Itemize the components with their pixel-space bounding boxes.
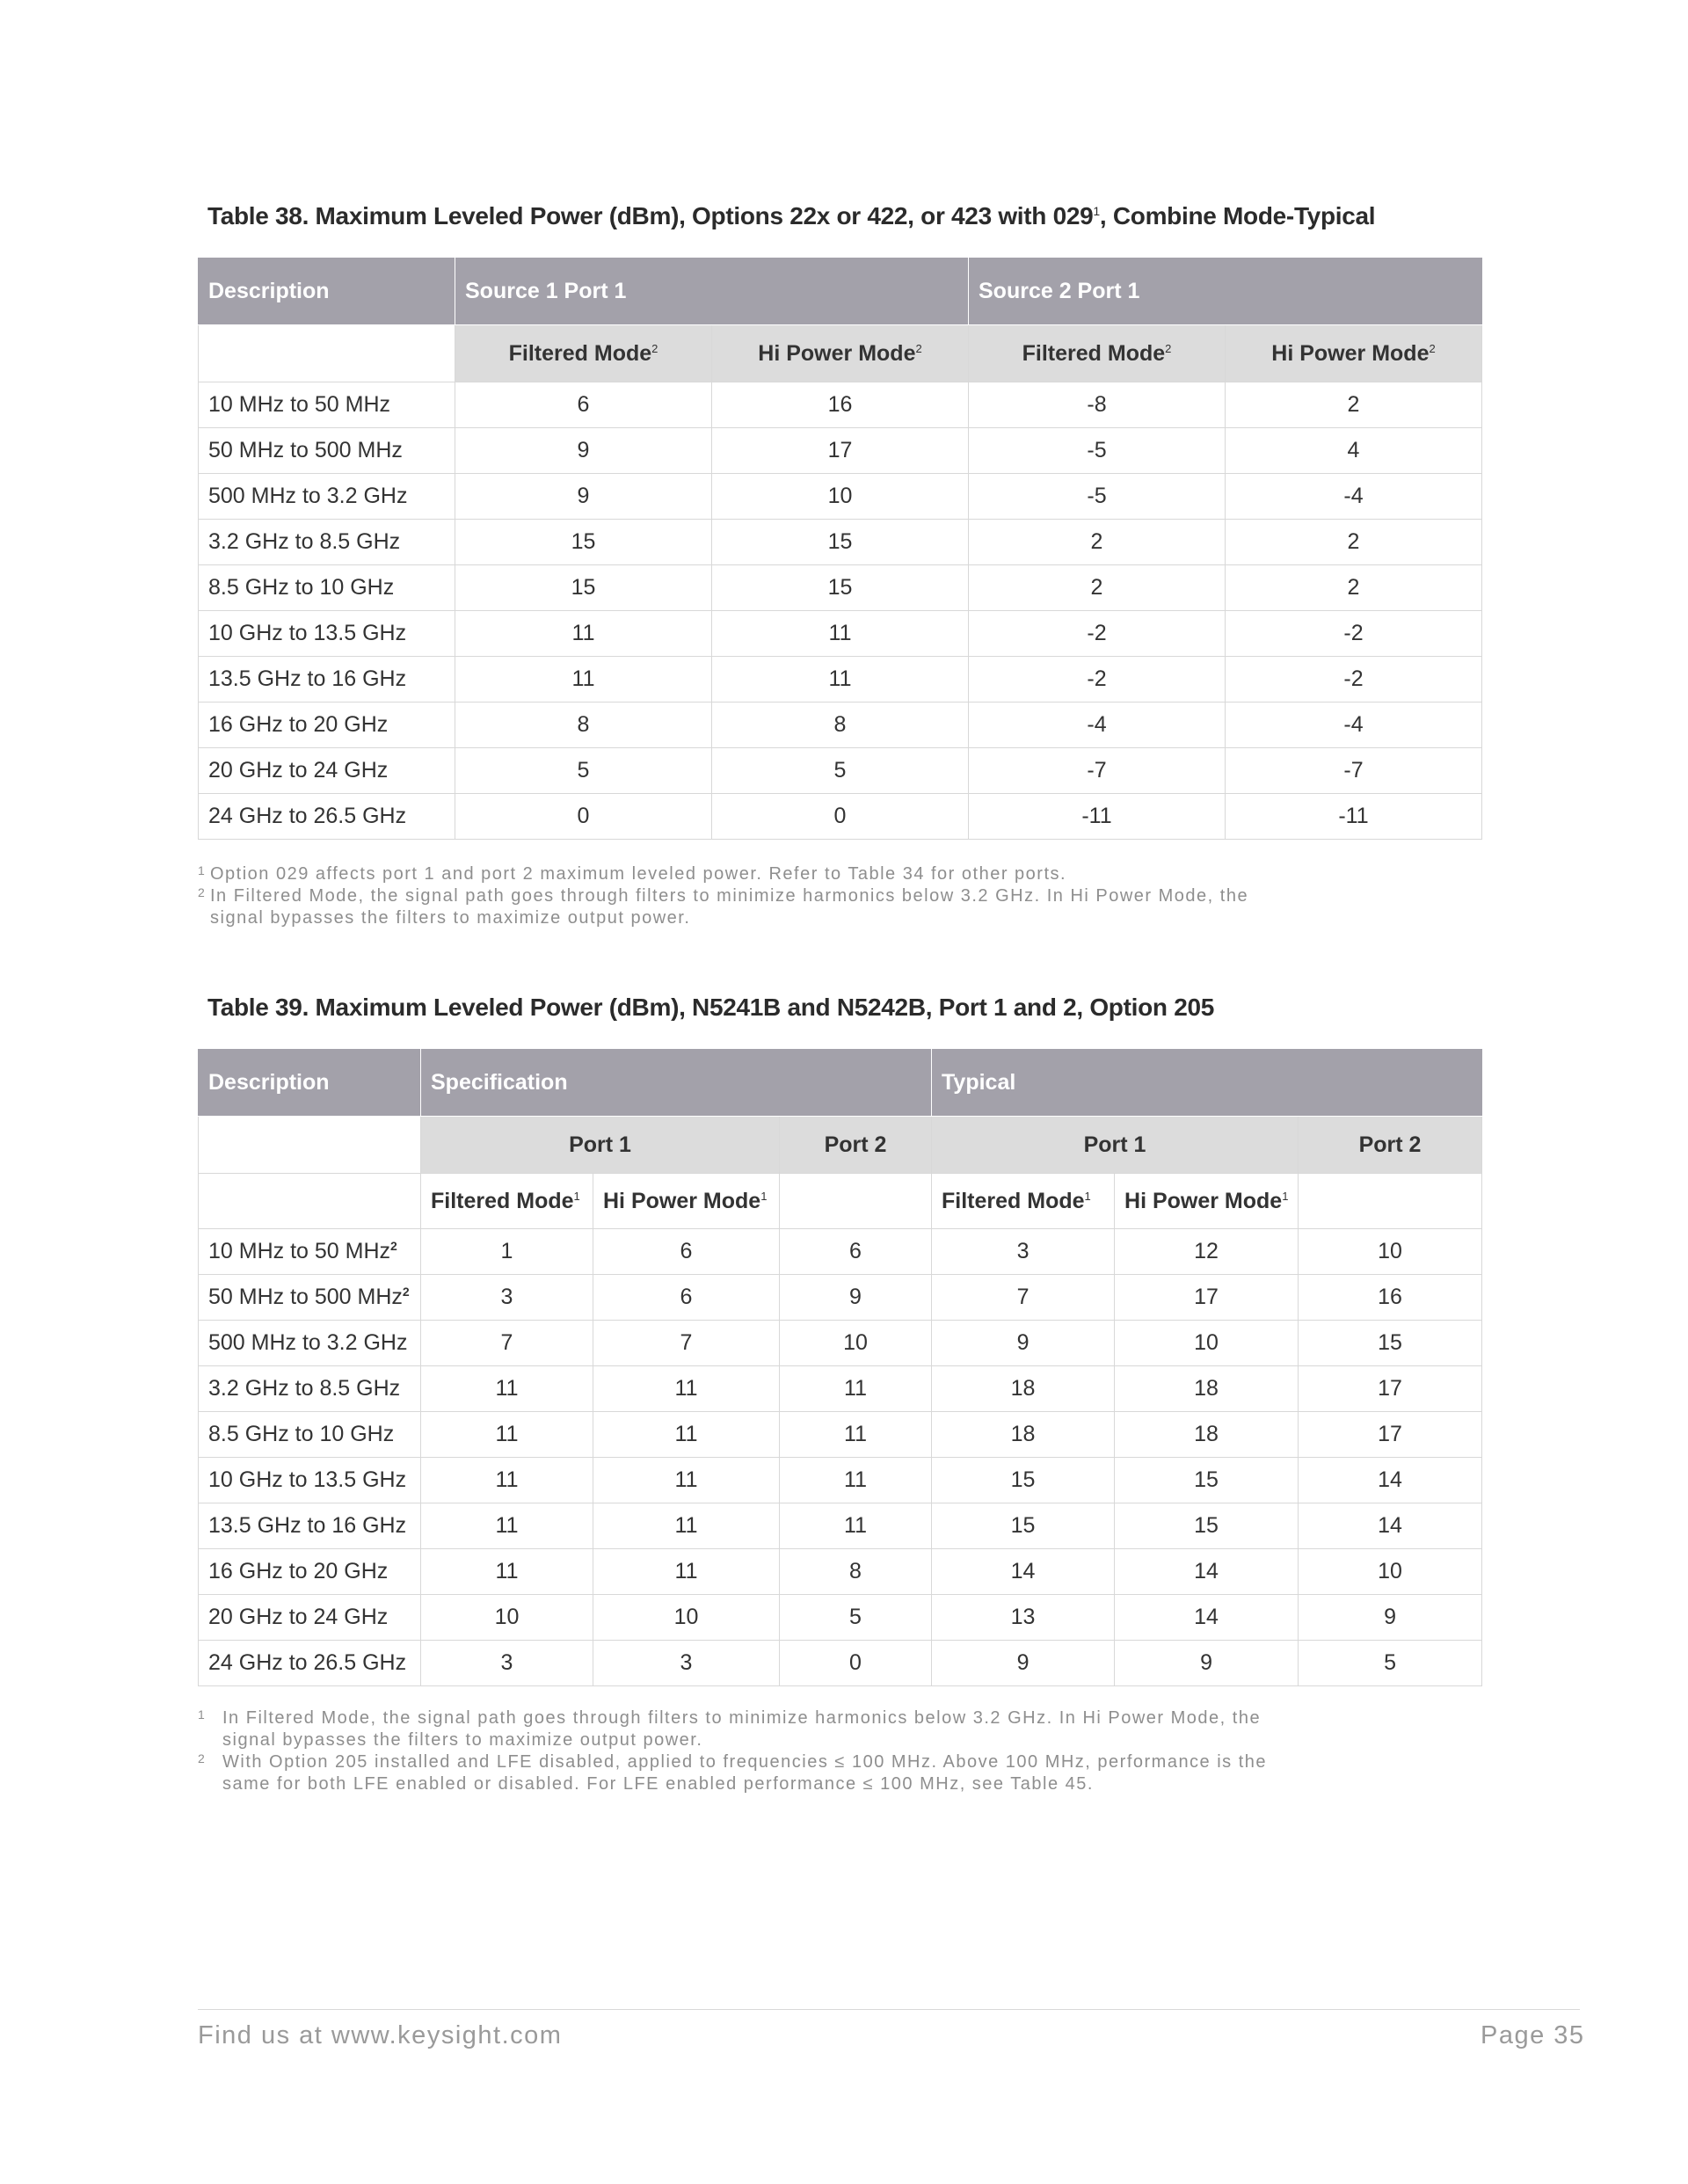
value-cell: 15	[1115, 1458, 1299, 1503]
table-row	[199, 1412, 1482, 1458]
footer-divider	[198, 2009, 1580, 2010]
value-cell: 10	[421, 1595, 593, 1641]
value-cell: 16	[1299, 1275, 1482, 1321]
value-cell: -4	[1226, 474, 1482, 520]
value-cell: 10	[712, 474, 969, 520]
row-description-text: 13.5 GHz to 16 GHz	[208, 1513, 407, 1538]
value-cell: 2	[1226, 565, 1482, 611]
table-39-spec-port1: Port 1	[421, 1117, 780, 1174]
row-description-text: 16 GHz to 20 GHz	[208, 1559, 389, 1583]
value-cell: 11	[421, 1366, 593, 1412]
value-cell: -5	[969, 474, 1226, 520]
table-row	[199, 1641, 1482, 1686]
value-cell: 17	[1299, 1412, 1482, 1458]
table-38-header-source1: Source 1 Port 1	[455, 258, 969, 325]
value-cell: 9	[932, 1321, 1115, 1366]
value-cell: 11	[455, 657, 712, 703]
value-cell: 11	[593, 1412, 780, 1458]
footnote	[198, 863, 1248, 885]
footnote-mark: 2	[1165, 341, 1172, 355]
footer-page-number: Page 35	[1481, 2021, 1585, 2049]
value-cell: 18	[932, 1366, 1115, 1412]
row-description	[199, 1641, 421, 1686]
value-cell: -2	[1226, 657, 1482, 703]
row-description-text: 3.2 GHz to 8.5 GHz	[208, 1376, 401, 1401]
value-cell: 15	[1115, 1503, 1299, 1549]
value-cell: 11	[421, 1412, 593, 1458]
subheader-label: Filtered Mode	[508, 340, 652, 366]
value-cell: -11	[1226, 794, 1482, 840]
value-cell: 3	[421, 1275, 593, 1321]
footnote-text: signal bypasses the filters to maximize output power.	[222, 1730, 703, 1750]
row-description: 10 MHz to 50 MHz	[199, 382, 455, 428]
value-cell: 8	[455, 703, 712, 748]
table-39-title: Table 39. Maximum Leveled Power (dBm), N5241B and N5242B, Port 1 and 2, Option 205	[207, 994, 1215, 1021]
value-cell: 15	[932, 1503, 1115, 1549]
value-cell: 7	[932, 1275, 1115, 1321]
footnote-mark: 2	[915, 341, 922, 355]
table-39-header-row	[199, 1050, 1482, 1117]
row-description: 3.2 GHz to 8.5 GHz	[199, 520, 455, 565]
value-cell: 11	[421, 1503, 593, 1549]
value-cell: 11	[780, 1412, 932, 1458]
mode-label: Filtered Mode	[431, 1188, 574, 1213]
mode-label: Hi Power Mode	[1124, 1188, 1283, 1213]
value-cell: 3	[932, 1229, 1115, 1275]
table-38-subheader-cell	[712, 325, 969, 382]
value-cell: 17	[1115, 1275, 1299, 1321]
table-row	[199, 794, 1482, 840]
value-cell: -4	[1226, 703, 1482, 748]
value-cell: 9	[932, 1641, 1115, 1686]
table-row	[199, 1503, 1482, 1549]
table-39-header-typical: Typical	[932, 1050, 1482, 1117]
value-cell: 11	[593, 1503, 780, 1549]
value-cell: 15	[1299, 1321, 1482, 1366]
value-cell: 9	[455, 474, 712, 520]
value-cell: 6	[455, 382, 712, 428]
row-description-text: 10 MHz to 50 MHz	[208, 1239, 391, 1263]
table-row	[199, 1275, 1482, 1321]
value-cell: 5	[1299, 1641, 1482, 1686]
table-row	[199, 1366, 1482, 1412]
value-cell: -11	[969, 794, 1226, 840]
value-cell: 9	[1115, 1641, 1299, 1686]
row-description: 20 GHz to 24 GHz	[199, 748, 455, 794]
footnote-mark: 1	[1282, 1189, 1289, 1203]
table-39-mode-cell	[421, 1174, 593, 1229]
value-cell: 11	[780, 1458, 932, 1503]
value-cell: 2	[1226, 382, 1482, 428]
row-description-text: 24 GHz to 26.5 GHz	[208, 1650, 407, 1675]
value-cell: 10	[593, 1595, 780, 1641]
value-cell: 11	[712, 611, 969, 657]
table-row	[199, 474, 1482, 520]
value-cell: 11	[421, 1549, 593, 1595]
value-cell: 15	[455, 565, 712, 611]
table-39-typ-port2: Port 2	[1299, 1117, 1482, 1174]
value-cell: 5	[712, 748, 969, 794]
table-row	[199, 1549, 1482, 1595]
value-cell: 3	[421, 1641, 593, 1686]
table-39-port-empty	[199, 1117, 421, 1174]
value-cell: 15	[455, 520, 712, 565]
table-39-header-description: Description	[199, 1050, 421, 1117]
row-description	[199, 1366, 421, 1412]
footnote-mark: 1	[198, 863, 207, 877]
table-row	[199, 520, 1482, 565]
value-cell: -8	[969, 382, 1226, 428]
value-cell: 7	[421, 1321, 593, 1366]
table-row	[199, 565, 1482, 611]
value-cell: 13	[932, 1595, 1115, 1641]
table-39-mode-cell	[1115, 1174, 1299, 1229]
value-cell: -4	[969, 703, 1226, 748]
value-cell: 4	[1226, 428, 1482, 474]
value-cell: 14	[932, 1549, 1115, 1595]
table-row	[199, 428, 1482, 474]
value-cell: 15	[932, 1458, 1115, 1503]
row-description	[199, 1412, 421, 1458]
table-row	[199, 1229, 1482, 1275]
value-cell: 10	[1299, 1229, 1482, 1275]
row-description	[199, 1503, 421, 1549]
row-description-text: 20 GHz to 24 GHz	[208, 1605, 389, 1629]
table-38-title-end: , Combine Mode-Typical	[1099, 202, 1376, 229]
value-cell: 7	[593, 1321, 780, 1366]
row-description: 50 MHz to 500 MHz	[199, 428, 455, 474]
value-cell: 6	[593, 1275, 780, 1321]
value-cell: 14	[1299, 1458, 1482, 1503]
footnote-mark: 2	[402, 1285, 410, 1299]
value-cell: 6	[780, 1229, 932, 1275]
table-39-mode-cell	[593, 1174, 780, 1229]
value-cell: 2	[1226, 520, 1482, 565]
table-39-mode-empty	[1299, 1174, 1482, 1229]
table-39	[198, 1049, 1482, 1686]
value-cell: 14	[1115, 1549, 1299, 1595]
table-row	[199, 657, 1482, 703]
value-cell: 12	[1115, 1229, 1299, 1275]
row-description	[199, 1549, 421, 1595]
value-cell: 10	[1115, 1321, 1299, 1366]
row-description	[199, 1229, 421, 1275]
table-39-mode-empty	[199, 1174, 421, 1229]
value-cell: 17	[1299, 1366, 1482, 1412]
table-38-body	[199, 382, 1482, 840]
row-description	[199, 1275, 421, 1321]
value-cell: 0	[712, 794, 969, 840]
value-cell: 15	[712, 565, 969, 611]
value-cell: 17	[712, 428, 969, 474]
value-cell: -2	[969, 657, 1226, 703]
row-description-text: 8.5 GHz to 10 GHz	[208, 1422, 395, 1446]
value-cell: 5	[780, 1595, 932, 1641]
row-description: 8.5 GHz to 10 GHz	[199, 565, 455, 611]
footnote-mark: 2	[651, 341, 658, 355]
value-cell: -2	[1226, 611, 1482, 657]
value-cell: -7	[969, 748, 1226, 794]
value-cell: 11	[593, 1366, 780, 1412]
row-description	[199, 1595, 421, 1641]
table-row	[199, 1458, 1482, 1503]
table-row	[199, 382, 1482, 428]
footnote-text: With Option 205 installed and LFE disabled, applied to frequencies ≤ 100 MHz. Above 100 MHz, performance is the	[222, 1752, 1268, 1772]
table-38-subheader-empty	[199, 325, 455, 382]
value-cell: 10	[1299, 1549, 1482, 1595]
value-cell: 11	[593, 1549, 780, 1595]
row-description: 13.5 GHz to 16 GHz	[199, 657, 455, 703]
value-cell: 6	[593, 1229, 780, 1275]
value-cell: 11	[712, 657, 969, 703]
value-cell: -5	[969, 428, 1226, 474]
table-39-mode-cell	[932, 1174, 1115, 1229]
row-description: 16 GHz to 20 GHz	[199, 703, 455, 748]
table-row	[199, 1321, 1482, 1366]
value-cell: 14	[1115, 1595, 1299, 1641]
table-38-header-description: Description	[199, 258, 455, 325]
footnote	[198, 885, 1248, 929]
footnote-mark: 2	[198, 885, 207, 899]
table-38-subheader-cell	[969, 325, 1226, 382]
value-cell: 5	[455, 748, 712, 794]
row-description: 500 MHz to 3.2 GHz	[199, 474, 455, 520]
row-description	[199, 1321, 421, 1366]
mode-label: Filtered Mode	[942, 1188, 1085, 1213]
footnote-text: In Filtered Mode, the signal path goes through filters to minimize harmonics below 3.2 GHz. In Hi Power Mode, the	[222, 1708, 1262, 1728]
row-description-text: 500 MHz to 3.2 GHz	[208, 1330, 408, 1355]
footnote	[198, 1707, 1267, 1751]
value-cell: 11	[455, 611, 712, 657]
table-39-mode-empty	[780, 1174, 932, 1229]
subheader-label: Hi Power Mode	[758, 340, 916, 366]
table-38-header-source2: Source 2 Port 1	[969, 258, 1482, 325]
subheader-label: Hi Power Mode	[1271, 340, 1430, 366]
value-cell: 2	[969, 520, 1226, 565]
table-38-subheader-cell	[1226, 325, 1482, 382]
value-cell: 11	[593, 1458, 780, 1503]
value-cell: 11	[780, 1503, 932, 1549]
table-39-body	[199, 1229, 1482, 1686]
footnote-mark: 1	[1084, 1189, 1091, 1203]
footnote-mark: 2	[198, 1751, 207, 1765]
footnote	[198, 1751, 1267, 1795]
value-cell: 15	[712, 520, 969, 565]
value-cell: 3	[593, 1641, 780, 1686]
table-39-spec-port2: Port 2	[780, 1117, 932, 1174]
value-cell: -2	[969, 611, 1226, 657]
value-cell: 18	[932, 1412, 1115, 1458]
value-cell: 9	[455, 428, 712, 474]
value-cell: 9	[1299, 1595, 1482, 1641]
footnote-text: Option 029 affects port 1 and port 2 maximum leveled power. Refer to Table 34 for other ports.	[210, 864, 1067, 884]
table-38-title-text: Table 38. Maximum Leveled Power (dBm), Options 22x or 422, or 423 with 029	[207, 202, 1094, 229]
table-row	[199, 1595, 1482, 1641]
footnote-text: signal bypasses the filters to maximize output power.	[210, 908, 691, 928]
table-38-notes	[198, 863, 1248, 929]
table-38	[198, 258, 1482, 840]
footer-website-link[interactable]: Find us at www.keysight.com	[198, 2021, 563, 2049]
row-description: 24 GHz to 26.5 GHz	[199, 794, 455, 840]
value-cell: 8	[780, 1549, 932, 1595]
value-cell: 2	[969, 565, 1226, 611]
value-cell: 0	[780, 1641, 932, 1686]
value-cell: 16	[712, 382, 969, 428]
footnote-mark: 1	[760, 1189, 768, 1203]
table-row	[199, 611, 1482, 657]
subheader-label: Filtered Mode	[1022, 340, 1166, 366]
footnote-text: same for both LFE enabled or disabled. For LFE enabled performance ≤ 100 MHz, see Table 45.	[222, 1774, 1094, 1794]
table-38-title-footnote-mark: 1	[1093, 204, 1100, 218]
table-row	[199, 703, 1482, 748]
footnote-mark: 1	[198, 1707, 207, 1722]
value-cell: 18	[1115, 1412, 1299, 1458]
value-cell: 14	[1299, 1503, 1482, 1549]
footnote-mark: 2	[1429, 341, 1436, 355]
row-description	[199, 1458, 421, 1503]
row-description-text: 50 MHz to 500 MHz	[208, 1285, 403, 1309]
value-cell: -7	[1226, 748, 1482, 794]
table-38-subheader-row	[199, 325, 1482, 382]
value-cell: 8	[712, 703, 969, 748]
value-cell: 18	[1115, 1366, 1299, 1412]
footnote-mark: 1	[573, 1189, 580, 1203]
footnote-mark: 2	[390, 1239, 397, 1253]
table-38-header-row	[199, 258, 1482, 325]
table-39-port-row	[199, 1117, 1482, 1174]
table-row	[199, 748, 1482, 794]
table-38-subheader-cell	[455, 325, 712, 382]
table-39-typ-port1: Port 1	[932, 1117, 1299, 1174]
value-cell: 11	[421, 1458, 593, 1503]
row-description-text: 10 GHz to 13.5 GHz	[208, 1467, 407, 1492]
table-39-notes	[198, 1707, 1267, 1795]
footnote-text: In Filtered Mode, the signal path goes through filters to minimize harmonics below 3.2 GHz. In Hi Power Mode, the	[210, 886, 1249, 906]
row-description: 10 GHz to 13.5 GHz	[199, 611, 455, 657]
table-39-mode-row	[199, 1174, 1482, 1229]
value-cell: 0	[455, 794, 712, 840]
value-cell: 10	[780, 1321, 932, 1366]
table-39-header-specification: Specification	[421, 1050, 932, 1117]
value-cell: 11	[780, 1366, 932, 1412]
mode-label: Hi Power Mode	[603, 1188, 761, 1213]
table-38-title	[207, 202, 1375, 230]
value-cell: 1	[421, 1229, 593, 1275]
value-cell: 9	[780, 1275, 932, 1321]
